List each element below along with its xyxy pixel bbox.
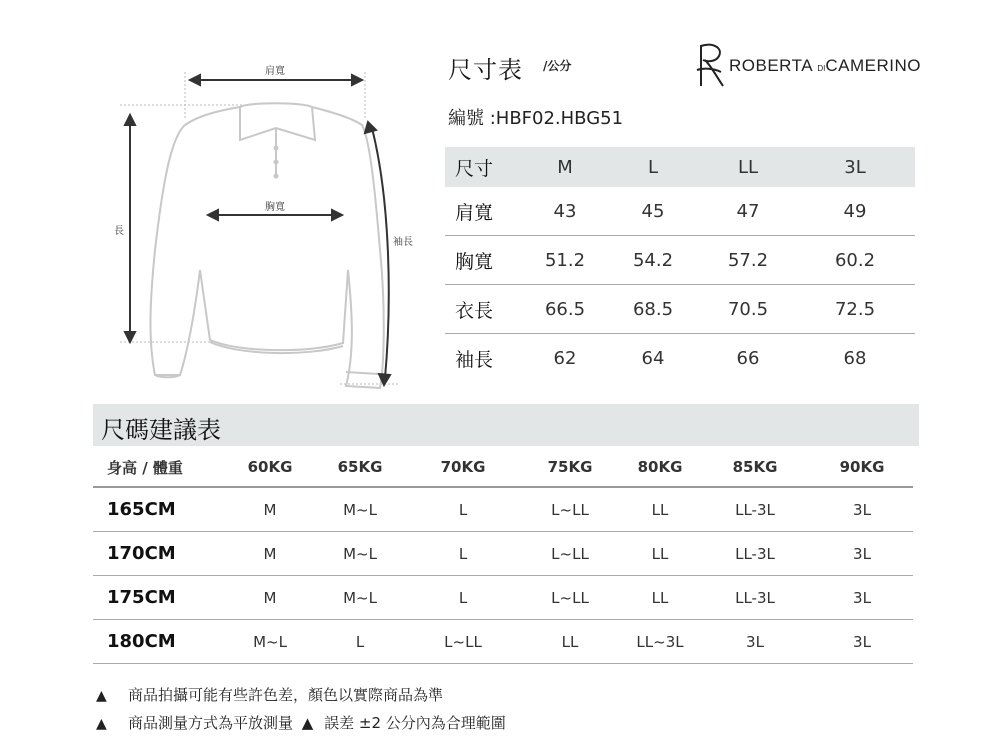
table-cell: L~LL <box>551 500 589 519</box>
brand-name: ROBERTA DICAMERINO <box>729 56 922 75</box>
size-col-header: 3L <box>844 156 866 178</box>
size-chart-title: 尺寸表 <box>448 56 523 84</box>
triangle-bullet-icon: ▲ <box>301 714 314 732</box>
table-cell: LL-3L <box>735 544 775 563</box>
garment-diagram <box>100 50 440 400</box>
note-text: 商品測量方式為平放測量 <box>128 714 294 732</box>
table-cell: M <box>263 544 277 563</box>
shoulder-label: 肩寬 <box>265 66 285 77</box>
table-row <box>445 236 915 285</box>
table-cell: 72.5 <box>834 298 876 320</box>
table-cell: 45 <box>641 200 665 222</box>
table-cell: 49 <box>843 200 867 222</box>
row-label: 胸寬 <box>455 250 494 273</box>
size-col-header: LL <box>737 156 759 178</box>
table-cell: 60.2 <box>834 249 876 271</box>
triangle-bullet-icon: ▲ <box>96 716 107 732</box>
table-cell: LL <box>561 632 579 651</box>
note-text: 誤差 ±2 公分內為合理範圍 <box>324 714 506 732</box>
table-row <box>445 334 915 382</box>
table-cell: 3L <box>853 500 871 519</box>
brand-monogram-icon <box>693 40 727 90</box>
height-weight-label: 身高 / 體重 <box>107 458 183 477</box>
weight-col-header: 75KG <box>547 458 593 476</box>
table-cell: 70.5 <box>727 298 769 320</box>
height-label: 165CM <box>107 499 176 520</box>
table-cell: LL-3L <box>735 588 775 607</box>
weight-col-header: 85KG <box>732 458 778 476</box>
polo-shirt-outline <box>100 50 440 400</box>
recommendation-table <box>93 448 913 664</box>
table-cell: L~LL <box>444 632 482 651</box>
note-color-disclaimer <box>96 684 443 705</box>
table-cell: LL <box>651 500 669 519</box>
table-cell: M~L <box>343 544 377 563</box>
table-cell: 3L <box>853 632 871 651</box>
recommendation-title-bar <box>93 404 919 446</box>
weight-col-header: 60KG <box>247 458 293 476</box>
note-measurement-disclaimer <box>96 712 506 733</box>
table-cell: L~LL <box>551 544 589 563</box>
table-cell: 68 <box>843 347 867 369</box>
table-cell: 3L <box>853 544 871 563</box>
table-cell: LL~3L <box>636 632 684 651</box>
size-col-header: L <box>647 156 659 178</box>
table-cell: 68.5 <box>632 298 674 320</box>
weight-col-header: 70KG <box>440 458 486 476</box>
table-cell: 64 <box>641 347 665 369</box>
table-cell: 54.2 <box>632 249 674 271</box>
table-cell: 51.2 <box>544 249 586 271</box>
table-cell: 3L <box>853 588 871 607</box>
recommendation-header <box>93 448 913 488</box>
table-cell: LL <box>651 544 669 563</box>
unit-label: /公分 <box>543 59 572 73</box>
table-cell: 47 <box>736 200 760 222</box>
table-row <box>93 532 913 576</box>
weight-col-header: 80KG <box>637 458 683 476</box>
size-table-header <box>445 147 915 187</box>
height-label: 170CM <box>107 543 176 564</box>
table-cell: LL-3L <box>735 500 775 519</box>
table-cell: M~L <box>253 632 287 651</box>
table-cell: M~L <box>343 500 377 519</box>
height-label: 175CM <box>107 587 176 608</box>
brand-logo <box>693 40 923 90</box>
row-label: 衣長 <box>455 299 494 322</box>
table-cell: 62 <box>553 347 577 369</box>
row-label: 袖長 <box>455 348 494 371</box>
table-cell: L <box>458 588 468 607</box>
table-row <box>445 187 915 236</box>
table-cell: L~LL <box>551 588 589 607</box>
table-cell: 57.2 <box>727 249 769 271</box>
note-text: 商品拍攝可能有些許色差，顏色以實際商品為準 <box>128 686 444 704</box>
height-label: 180CM <box>107 631 176 652</box>
table-row <box>93 620 913 664</box>
table-row <box>93 488 913 532</box>
product-code: 編號 :HBF02.HBG51 <box>448 108 624 129</box>
table-cell: 66.5 <box>544 298 586 320</box>
table-cell: M <box>263 588 277 607</box>
table-row <box>93 576 913 620</box>
table-cell: L <box>355 632 365 651</box>
weight-col-header: 90KG <box>839 458 885 476</box>
table-cell: L <box>458 500 468 519</box>
length-label: 長 <box>114 226 124 237</box>
table-cell: L <box>458 544 468 563</box>
size-table <box>445 147 915 382</box>
sleeve-label: 袖長 <box>393 237 413 248</box>
table-cell: 66 <box>736 347 760 369</box>
row-label: 肩寬 <box>455 201 494 224</box>
table-cell: M <box>263 500 277 519</box>
triangle-bullet-icon: ▲ <box>96 688 107 704</box>
weight-col-header: 65KG <box>337 458 383 476</box>
size-header-label: 尺寸 <box>455 157 494 180</box>
recommendation-title: 尺碼建議表 <box>101 416 221 444</box>
table-cell: 3L <box>746 632 764 651</box>
table-cell: LL <box>651 588 669 607</box>
chest-label: 胸寬 <box>265 202 285 213</box>
table-cell: M~L <box>343 588 377 607</box>
size-col-header: M <box>557 156 573 178</box>
table-row <box>445 285 915 334</box>
table-cell: 43 <box>553 200 577 222</box>
